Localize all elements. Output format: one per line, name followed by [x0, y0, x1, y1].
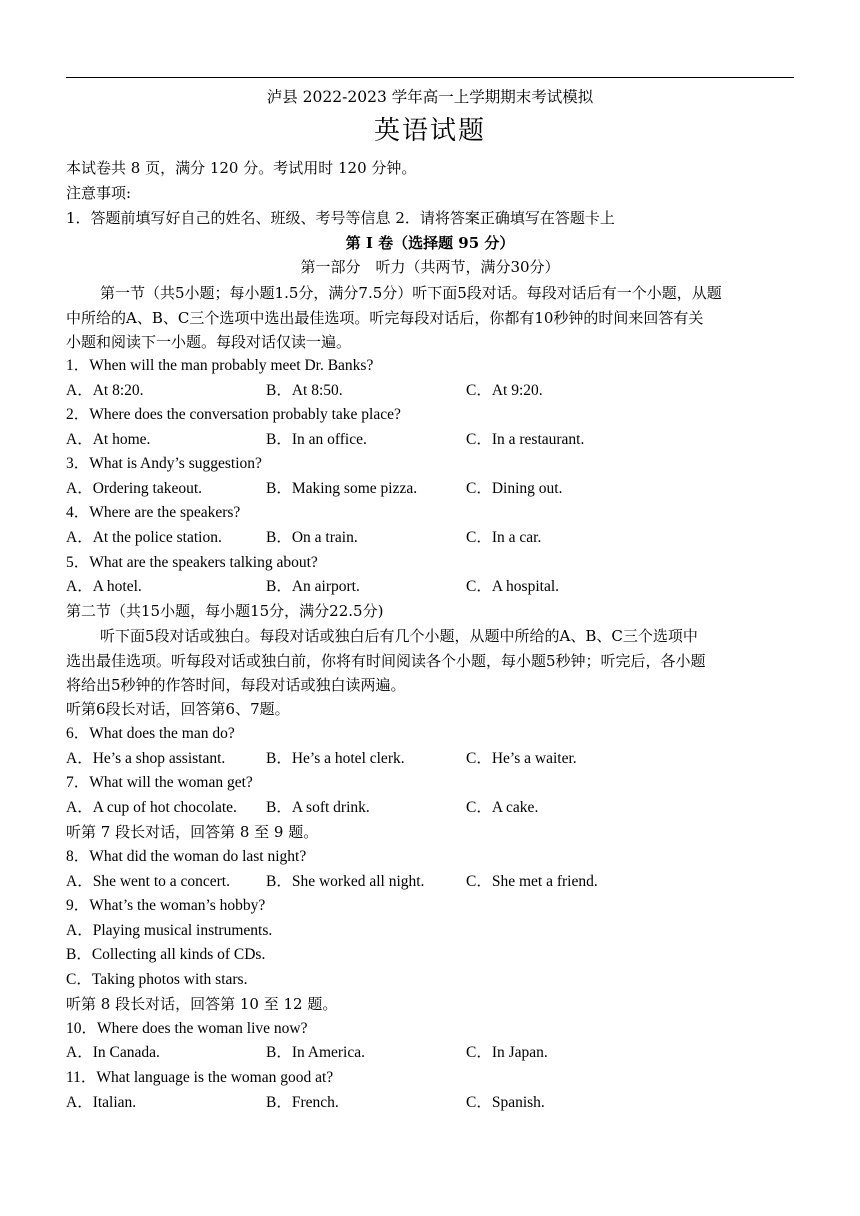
- question-9: 9．What’s the woman’s hobby?: [66, 897, 266, 914]
- question-9-option-a: A．Playing musical instruments.: [66, 922, 273, 939]
- exam-info: 本试卷共 8 页，满分 120 分。考试用时 120 分钟。: [66, 159, 417, 177]
- exam-title: 英语试题: [373, 116, 486, 146]
- question-10-option-a: A．In Canada.: [66, 1044, 160, 1061]
- notes-label: 注意事项:: [66, 184, 132, 202]
- exam-subtitle: 泸县 2022-2023 学年高一上学期期末考试模拟: [266, 88, 594, 106]
- question-10: 10．Where does the woman live now?: [66, 1020, 308, 1037]
- section1-intro-line1: 第一节（共5小题；每小题1.5分，满分7.5分）听下面5段对话。每段对话后有一个小题，从题: [100, 284, 722, 302]
- question-3-option-a: A．Ordering takeout.: [66, 480, 203, 497]
- volume-title: 第 I 卷（选择题 95 分）: [345, 234, 515, 252]
- question-5-option-a: A．A hotel.: [66, 578, 142, 595]
- question-11-option-a: A．Italian.: [66, 1094, 137, 1111]
- question-5: 5．What are the speakers talking about?: [66, 554, 318, 571]
- section2-title: 第二节（共15小题，每小题15分，满分22.5分): [66, 602, 384, 620]
- question-8: 8．What did the woman do last night?: [66, 848, 307, 865]
- question-6-option-c: C．He’s a waiter.: [466, 750, 577, 767]
- question-7: 7．What will the woman get?: [66, 774, 253, 791]
- section2-intro-line3: 将给出5秒钟的作答时间，每段对话或独白读两遍。: [66, 676, 406, 694]
- section2-intro-line1: 听下面5段对话或独白。每段对话或独白后有几个小题，从题中所给的A、B、C三个选项中: [100, 627, 698, 645]
- question-8-option-b: B．She worked all night.: [266, 873, 425, 890]
- dialog-7-note: 听第 7 段长对话，回答第 8 至 9 题。: [66, 823, 319, 841]
- question-11-option-b: B．French.: [266, 1094, 339, 1111]
- question-1: 1．When will the man probably meet Dr. Banks?: [66, 357, 374, 374]
- question-3-option-b: B．Making some pizza.: [266, 480, 418, 497]
- part1-title: 第一部分 听力（共两节，满分30分）: [300, 258, 560, 276]
- question-4-option-c: C．In a car.: [466, 529, 542, 546]
- top-rule: [66, 77, 794, 78]
- question-6-option-b: B．He’s a hotel clerk.: [266, 750, 405, 767]
- dialog-8-note: 听第 8 段长对话，回答第 10 至 12 题。: [66, 995, 338, 1013]
- question-1-option-c: C．At 9:20.: [466, 382, 543, 399]
- question-7-option-c: C．A cake.: [466, 799, 539, 816]
- question-6-option-a: A．He’s a shop assistant.: [66, 750, 226, 767]
- question-3: 3．What is Andy’s suggestion?: [66, 455, 262, 472]
- question-4-option-a: A．At the police station.: [66, 529, 222, 546]
- question-7-option-b: B．A soft drink.: [266, 799, 370, 816]
- question-10-option-c: C．In Japan.: [466, 1044, 548, 1061]
- question-8-option-a: A．She went to a concert.: [66, 873, 230, 890]
- notes-text: 1．答题前填写好自己的姓名、班级、考号等信息 2．请将答案正确填写在答题卡上: [66, 209, 615, 227]
- question-9-option-b: B．Collecting all kinds of CDs.: [66, 946, 266, 963]
- question-4-option-b: B．On a train.: [266, 529, 358, 546]
- question-7-option-a: A．A cup of hot chocolate.: [66, 799, 237, 816]
- question-2-option-a: A．At home.: [66, 431, 151, 448]
- section1-intro-line2: 中所给的A、B、C三个选项中选出最佳选项。听完每段对话后，你都有10秒钟的时间来回答有关: [66, 309, 704, 327]
- section2-intro-line2: 选出最佳选项。听每段对话或独白前，你将有时间阅读各个小题，每小题5秒钟；听完后，各小题: [66, 652, 706, 670]
- question-4: 4．Where are the speakers?: [66, 504, 241, 521]
- question-3-option-c: C．Dining out.: [466, 480, 563, 497]
- section1-intro-line3: 小题和阅读下一小题。每段对话仅读一遍。: [66, 333, 352, 351]
- question-2-option-b: B．In an office.: [266, 431, 367, 448]
- question-11-option-c: C．Spanish.: [466, 1094, 545, 1111]
- question-1-option-a: A．At 8:20.: [66, 382, 144, 399]
- question-1-option-b: B．At 8:50.: [266, 382, 343, 399]
- question-11: 11．What language is the woman good at?: [66, 1069, 334, 1086]
- question-5-option-c: C．A hospital.: [466, 578, 560, 595]
- question-9-option-c: C．Taking photos with stars.: [66, 971, 248, 988]
- question-8-option-c: C．She met a friend.: [466, 873, 598, 890]
- question-2-option-c: C．In a restaurant.: [466, 431, 585, 448]
- dialog-6-note: 听第6段长对话，回答第6、7题。: [66, 700, 290, 718]
- question-10-option-b: B．In America.: [266, 1044, 366, 1061]
- question-6: 6．What does the man do?: [66, 725, 235, 742]
- question-5-option-b: B．An airport.: [266, 578, 360, 595]
- question-2: 2．Where does the conversation probably take place?: [66, 406, 401, 423]
